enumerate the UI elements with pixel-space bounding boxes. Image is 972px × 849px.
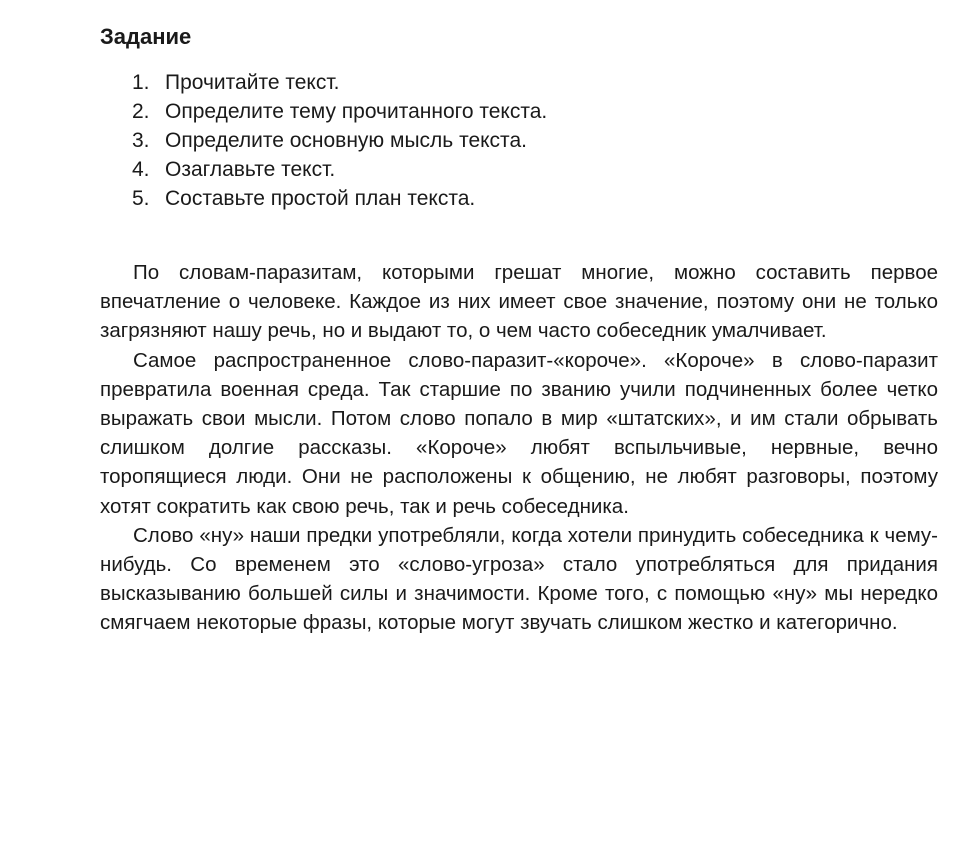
- paragraph-1: По словам-паразитам, которыми грешат многие, можно составить первое впечатление о человеке. Каждое из них имеет свое значение, поэтому они не только загрязняют нашу речь, но и выдают то, о чем часто собеседник умалчивает.: [100, 261, 938, 343]
- task-heading: Задание: [100, 24, 192, 49]
- paragraph-2: Самое распространенное слово-паразит-«короче». «Короче» в слово-паразит превратила военная среда. Так старшие по званию учили подчиненных более четко выражать свои мысли. Потом слово попало в мир «штатских», и им стали обрывать слишком долгие рассказы. «Короче» любят вспыльчивые, нервные, вечно торопящиеся люди. Они не расположены к общению, не любят разговоры, поэтому хотят сократить как свою речь, так и речь собеседника.: [100, 348, 938, 518]
- task-text: Составьте простой план текста.: [165, 187, 476, 210]
- task-item: [132, 126, 547, 155]
- task-number: 3.: [132, 129, 150, 152]
- task-item: [132, 97, 547, 126]
- task-number: 5.: [132, 187, 150, 210]
- task-number: 1.: [132, 71, 150, 94]
- task-item: [132, 155, 547, 184]
- task-item: [132, 68, 547, 97]
- task-list: [132, 68, 547, 213]
- task-item: [132, 184, 547, 213]
- task-text: Определите тему прочитанного текста.: [165, 100, 548, 123]
- task-number: 4.: [132, 158, 150, 181]
- task-text: Определите основную мысль текста.: [165, 129, 527, 152]
- reading-text: [100, 258, 938, 638]
- paragraph-3: Слово «ну» наши предки употребляли, когда хотели принудить собеседника к чему-нибудь. Со временем это «слово-угроза» стало употребляться для придания высказыванию большей силы и значимости. Кроме того, с помощью «ну» мы нередко смягчаем некоторые фразы, которые могут звучать слишком жестко и категорично.: [100, 523, 938, 635]
- task-text: Прочитайте текст.: [165, 71, 340, 94]
- task-number: 2.: [132, 100, 150, 123]
- task-text: Озаглавьте текст.: [165, 158, 336, 181]
